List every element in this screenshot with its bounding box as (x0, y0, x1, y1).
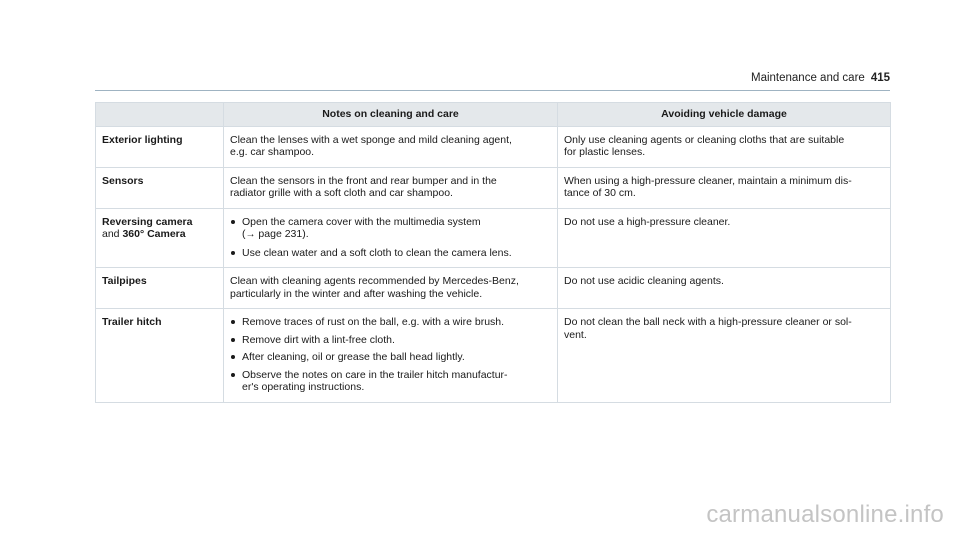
bullet-dot-icon (231, 373, 235, 377)
row-label: Trailer hitch (96, 309, 224, 403)
notes-cell (224, 167, 558, 208)
text-line: Clean the sensors in the front and rear bumper and in the (230, 174, 497, 187)
running-header (751, 72, 890, 84)
avoid-cell (558, 167, 891, 208)
arrow-right-icon: → (245, 229, 256, 240)
text-line: Only use cleaning agents or cleaning cloths that are suitable (564, 133, 845, 146)
text-line: for plastic lenses. (564, 146, 646, 158)
bullet-text: After cleaning, oil or grease the ball head lightly. (242, 351, 465, 363)
section-title: Maintenance and care (751, 72, 865, 84)
table-row (96, 167, 891, 208)
text-line: radiator grille with a soft cloth and car shampoo. (230, 187, 453, 199)
label-text: 360° Camera (122, 228, 186, 240)
text-line: tance of 30 cm. (564, 187, 636, 199)
list-item (230, 369, 551, 394)
bullet-dot-icon (231, 320, 235, 324)
text-line: Clean with cleaning agents recommended by Mercedes-Benz, (230, 275, 519, 287)
bullet-dot-icon (231, 355, 235, 359)
list-item (230, 351, 551, 364)
text-line: Clean the lenses with a wet sponge and mild cleaning agent, (230, 133, 512, 146)
bullet-text: Observe the notes on care in the trailer hitch manufactur- (242, 368, 508, 381)
page-reference-link[interactable]: page 231 (258, 228, 303, 240)
avoid-cell: Do not use acidic cleaning agents. (558, 268, 891, 309)
text-line: e.g. car shampoo. (230, 146, 315, 158)
avoid-cell (558, 126, 891, 167)
cleaning-care-table (95, 102, 891, 403)
table-row (96, 268, 891, 309)
notes-cell (224, 309, 558, 403)
watermark: carmanualsonline.info (706, 501, 944, 528)
bullet-text: er's operating instructions. (242, 381, 365, 393)
text-line: particularly in the winter and after washing the vehicle. (230, 287, 483, 300)
avoid-cell: Do not use a high-pressure cleaner. (558, 208, 891, 268)
bullet-text: Remove traces of rust on the ball, e.g. with a wire brush. (242, 316, 505, 328)
bullet-text: Remove dirt with a lint-free cloth. (242, 333, 395, 346)
page-number: 415 (870, 72, 890, 84)
notes-cell (224, 126, 558, 167)
row-label: Exterior lighting (96, 126, 224, 167)
table-row (96, 126, 891, 167)
notes-cell (224, 268, 558, 309)
list-item (230, 334, 551, 347)
row-label: Sensors (96, 167, 224, 208)
bullet-dot-icon (231, 251, 235, 255)
page-header (0, 0, 960, 91)
list-item (230, 316, 551, 329)
table-header-row (96, 103, 891, 127)
bullet-list (230, 216, 551, 260)
bullet-dot-icon (231, 338, 235, 342)
notes-cell (224, 208, 558, 268)
text-line: When using a high-pressure cleaner, maintain a minimum dis- (564, 174, 852, 187)
table-row (96, 309, 891, 403)
text-line: Do not clean the ball neck with a high-pressure cleaner or sol- (564, 316, 852, 328)
column-header-avoiding-damage: Avoiding vehicle damage (558, 103, 891, 127)
text-line: vent. (564, 328, 587, 341)
paren: ). (302, 228, 309, 240)
row-label (96, 208, 224, 268)
table-row (96, 208, 891, 268)
header-divider (95, 90, 890, 91)
list-item (230, 216, 551, 242)
bullet-text: Use clean water and a soft cloth to clean the camera lens. (242, 246, 512, 259)
bullet-list (230, 316, 551, 394)
label-text: Reversing camera (102, 215, 193, 228)
bullet-text: Open the camera cover with the multimedia system (242, 215, 481, 228)
bullet-dot-icon (231, 220, 235, 224)
paren: ( (242, 228, 246, 240)
label-connector: and (102, 228, 120, 240)
avoid-cell (558, 309, 891, 403)
row-label: Tailpipes (96, 268, 224, 309)
list-item (230, 247, 551, 260)
column-header-notes: Notes on cleaning and care (224, 103, 558, 127)
column-header-item (96, 103, 224, 127)
